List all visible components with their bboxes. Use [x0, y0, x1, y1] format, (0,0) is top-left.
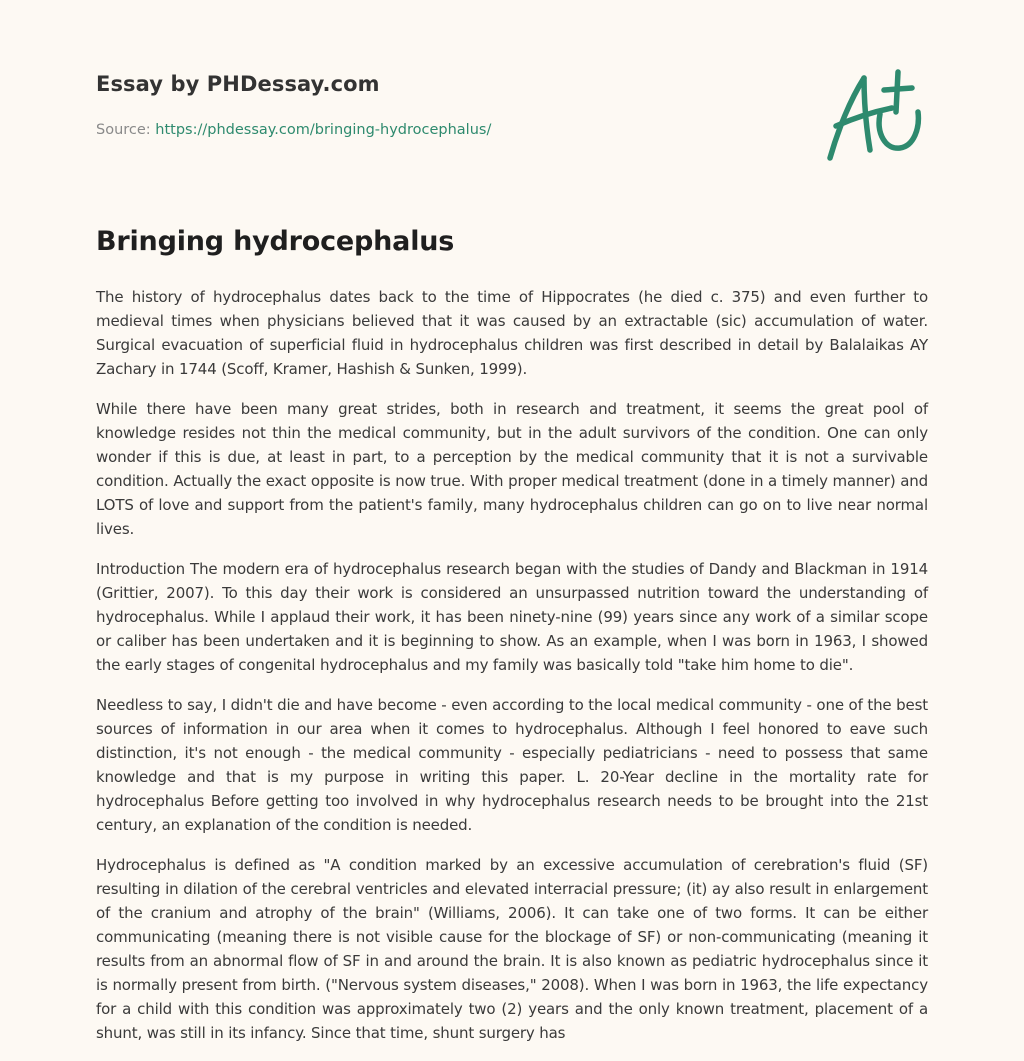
essay-paragraph: Introduction The modern era of hydrocephalus research began with the studies of Dandy and Blackman in 1914 (Grittier, 2007). To this day their work is considered an unsurpassed nutrition toward the understanding of hydrocephalus. While I applaud their work, it has been ninety-nine (99) years since any work of a similar scope or caliber has been undertaken and it is beginning to show. As an example, when I was born in 1963, I showed the early stages of congenital hydrocephalus and my family was basically told "take him home to die".	[96, 560, 928, 674]
source-line	[96, 122, 696, 138]
a-plus-logo-icon	[820, 68, 930, 164]
essay-body	[96, 285, 928, 1061]
essay-paragraph: Needless to say, I didn't die and have become - even according to the local medical community - one of the best sources of information in our area when it comes to hydrocephalus. Although I feel honored to eave such distinction, it's not enough - the medical community - especially pediatricians - need to possess that same knowledge and that is my purpose in writing this paper. L. 20-Year decline in the mortality rate for hydrocephalus Before getting too involved in why hydrocephalus research needs to be brought into the 21st century, an explanation of the condition is needed.	[96, 696, 928, 834]
source-label: Source:	[96, 122, 156, 138]
essay-paragraph: While there have been many great strides, both in research and treatment, it seems the great pool of knowledge resides not thin the medical community, but in the adult survivors of the condition. One can only wonder if this is due, at least in part, to a perception by the medical community that it is not a survivable condition. Actually the exact opposite is now true. With proper medical treatment (done in a timely manner) and LOTS of love and support from the patient's family, many hydrocephalus children can go on to live near normal lives.	[96, 400, 928, 538]
essay-paragraph: Hydrocephalus is defined as "A condition marked by an excessive accumulation of cerebration's fluid (SF) resulting in dilation of the cerebral ventricles and elevated interracial pressure; (it) ay also result in enlargement of the cranium and atrophy of the brain" (Williams, 2006). It can take one of two forms. It can be either communicating (meaning there is not visible cause for the blockage of SF) or non-communicating (meaning it results from an abnormal flow of SF in and around the brain. It is also known as pediatric hydrocephalus since it is normally present from birth. ("Nervous system diseases," 2008). When I was born in 1963, the life expectancy for a child with this condition was approximately two (2) years and the only known treatment, placement of a shunt, was still in its infancy. Since that time, shunt surgery has	[96, 856, 928, 1042]
essay-title: Bringing hydrocephalus	[96, 226, 455, 257]
page-header	[96, 72, 696, 138]
source-link[interactable]: https://phdessay.com/bringing-hydrocephalus/	[155, 122, 492, 138]
site-title: Essay by PHDessay.com	[96, 72, 380, 96]
essay-paragraph: The history of hydrocephalus dates back to the time of Hippocrates (he died c. 375) and even further to medieval times when physicians believed that it was caused by an extractable (sic) accumulation of water. Surgical evacuation of superficial fluid in hydrocephalus children was first described in detail by Balalaikas AY Zachary in 1744 (Scoff, Kramer, Hashish & Sunken, 1999).	[96, 288, 928, 378]
